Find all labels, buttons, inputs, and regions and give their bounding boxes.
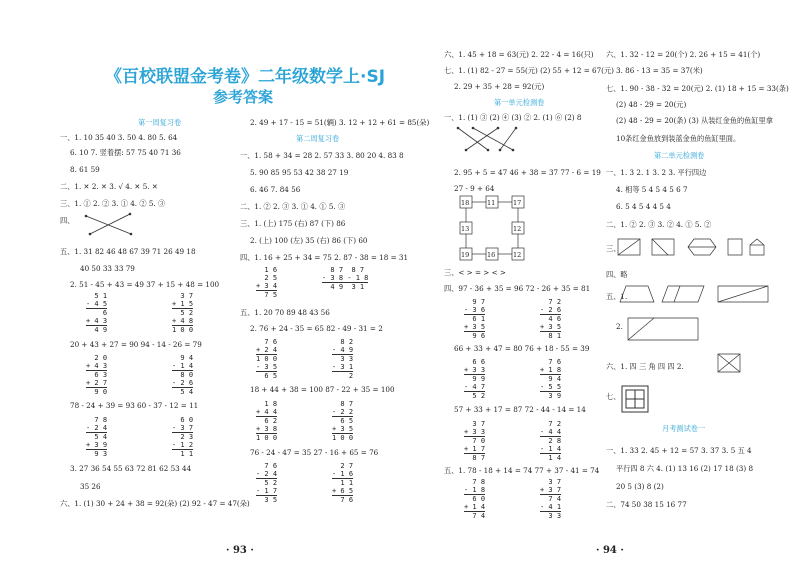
- answer-line: 四、1. 16 + 25 + 34 = 75 2. 87 - 38 = 18 = 31: [240, 253, 409, 262]
- answer-line: 6. 5 4 5 4 4 5 4: [616, 202, 671, 211]
- answer-line: 二、74 50 38 15 16 77: [606, 500, 687, 509]
- section-heading: 月考测试卷一: [662, 424, 706, 433]
- vertical-calculation: 7 6 + 2 4 1 0 0 - 3 5 6 5: [256, 338, 278, 380]
- answer-line: 4. 相等 5 4 5 4 5 6 7: [616, 185, 688, 194]
- vertical-calculation: 6 0 - 3 7 2 3 - 1 2 1 1: [172, 416, 194, 458]
- page-subtitle: 参考答案: [213, 88, 274, 106]
- answer-line: 六、1. 四 三 角 四 四 2.: [606, 362, 684, 371]
- grid-number: 12: [513, 251, 522, 259]
- answer-line: 20 5 (3) 8 (2): [616, 482, 664, 491]
- answer-line: 66 + 33 + 47 = 80 76 + 18 - 55 = 39: [454, 344, 590, 353]
- vertical-calculation: 7 8 - 1 8 6 0 + 1 4 7 4: [464, 478, 486, 520]
- matching-lines-figure: [86, 212, 146, 238]
- answer-line: 七、1. (1) 82 - 27 = 55(元) (2) 55 + 12 = 67(元): [444, 66, 614, 75]
- vertical-calculation: 7 2 - 4 4 2 8 - 1 4 1 4: [540, 420, 562, 462]
- vertical-calculation: 3 7 + 1 5 5 2 + 4 8 1 0 0: [172, 292, 194, 334]
- section-heading: 第二单元检测卷: [654, 151, 705, 160]
- answer-line: 二、1. ✕ 2. ✕ 3. √ 4. ✕ 5. ✕: [60, 182, 158, 191]
- answer-line: 20 + 43 + 27 = 90 94 - 14 - 26 = 79: [70, 340, 202, 349]
- vertical-calculation: 7 6 + 1 8 9 4 - 5 5 3 9: [540, 358, 562, 400]
- answer-line: 四、: [60, 216, 75, 225]
- answer-line: 一、1. 3 2. 1 3. 2 3. 平行四边: [606, 168, 707, 177]
- answer-line: 6. 10 7. 竖着摆: 57 75 40 71 36: [70, 148, 181, 157]
- vertical-calculation: 8 7 - 2 2 6 5 + 3 5 1 0 0: [332, 400, 354, 442]
- vertical-calculation: 1 6 2 5 + 3 4 7 5: [256, 266, 278, 299]
- answer-line: 二、1. ② 2. ③ 3. ① 4. ① 5. ③: [240, 202, 346, 211]
- vertical-calculation: 2 7 - 1 6 1 1 + 6 5 7 6: [332, 462, 354, 504]
- answer-line: 40 50 33 33 79: [80, 264, 135, 273]
- answer-line: 2. 95 + 5 = 47 46 + 38 = 37 77 - 6 = 19: [454, 168, 601, 177]
- grid-number: 19: [461, 251, 470, 259]
- answer-line: 七、1. 90 - 38 - 32 = 20(元) 2. (1) 18 + 15 = 33(条): [606, 84, 789, 93]
- right-page: [400, 0, 800, 579]
- grid-number: 11: [487, 199, 496, 207]
- grid-number: 13: [461, 225, 470, 233]
- shape-figure: [622, 386, 652, 416]
- answer-line: 2. 49 + 17 - 15 = 51(辆) 3. 12 + 12 + 61 = 85(朵): [250, 118, 430, 127]
- vertical-calculation: 3 7 + 3 7 7 4 - 4 1 3 3: [540, 478, 562, 520]
- answer-line: 六、1. 45 + 18 = 63(元) 2. 22 - 4 = 16(只): [444, 50, 594, 59]
- answer-line: 一、1. 58 + 34 = 28 2. 57 33 3. 80 20 4. 83 8: [240, 151, 404, 160]
- answer-line: 10条红金鱼放到装蓝金鱼的鱼缸里面。: [616, 134, 741, 143]
- grid-number: 17: [513, 199, 522, 207]
- answer-line: 四、97 - 36 + 35 = 96 72 - 26 + 35 = 81: [444, 284, 591, 293]
- answer-line: 五、1.: [606, 292, 628, 301]
- answer-line: 五、1. 78 - 18 + 14 = 74 77 + 37 - 41 = 74: [444, 466, 600, 475]
- vertical-calculation: 5 1 - 4 5 6 + 4 3 4 9: [86, 292, 108, 334]
- answer-line: (2) 48 - 29 = 20(元): [616, 100, 687, 109]
- page-number: · 94 ·: [596, 545, 624, 556]
- page-title: 《百校联盟金考卷》二年级数学上·SJ: [105, 67, 386, 87]
- shape-figure: [718, 352, 748, 374]
- vertical-calculation: 2 0 + 4 3 6 3 + 2 7 9 0: [86, 354, 108, 396]
- answer-line: 2. (上) 100 (左) 35 (右) 86 (下) 60: [250, 236, 368, 245]
- answer-line: 一、1. (1) ③ (2) ④ (3) ② 2. (1) ⑥ (2) 8: [444, 113, 582, 122]
- answer-line: 5. 90 85 95 53 42 38 27 19: [250, 168, 349, 177]
- answer-line: 76 - 24 - 47 = 35 27 - 16 + 65 = 76: [250, 448, 379, 457]
- vertical-calculation: 9 7 - 3 6 6 1 + 3 5 9 6: [464, 298, 486, 340]
- answer-line: 平行四 8 六 4. (1) 13 16 (2) 17 18 (3) 8: [616, 464, 754, 473]
- answer-line: 3. 86 - 13 = 35 = 37(米): [616, 66, 703, 75]
- answer-line: 57 + 33 + 17 = 87 72 - 44 - 14 = 14: [454, 405, 586, 414]
- answer-line: 三、: [606, 244, 621, 253]
- vertical-calculation: 9 4 - 1 4 8 0 - 2 6 5 4: [172, 354, 194, 396]
- answer-line: 二、1. ② 2. ③ 3. ② 4. ① 5. ②: [606, 220, 712, 229]
- answer-line: 35 26: [80, 482, 101, 491]
- shape-figures: [618, 237, 768, 259]
- answer-line: 三、1. ① 2. ② 3. ① 4. ② 5. ③: [60, 199, 166, 208]
- vertical-calculation: 7 2 - 2 6 4 6 + 3 5 8 1: [540, 298, 562, 340]
- vertical-calculation: 8 7 8 7 - 3 8 - 1 8 4 9 3 1: [322, 266, 369, 291]
- answer-line: 五、1. 20 70 89 48 43 56: [240, 308, 330, 317]
- answer-line: 一、1. 10 35 40 3. 50 4. 80 5. 64: [60, 133, 178, 142]
- answer-line: 四、略: [606, 270, 628, 279]
- answer-line: 27 - 9 + 64: [454, 184, 495, 193]
- answer-line: 18 + 44 + 38 = 100 87 - 22 + 35 = 100: [250, 385, 395, 394]
- answer-line: 三、1. (上) 175 (右) 87 (下) 86: [240, 219, 346, 228]
- answer-line: 2.: [616, 322, 623, 331]
- vertical-calculation: 7 6 - 2 4 5 2 - 1 7 3 5: [256, 462, 278, 504]
- answer-line: 8. 61 59: [70, 165, 100, 174]
- answer-line: 六、1. 32 - 12 = 20(个) 2. 26 + 15 = 41(个): [606, 50, 761, 59]
- page-number: · 93 ·: [226, 545, 254, 556]
- shape-figure: [628, 314, 708, 342]
- vertical-calculation: 7 8 - 2 4 5 4 + 3 9 9 3: [86, 416, 108, 458]
- answer-line: 3. 27 36 54 55 63 72 81 62 53 44: [70, 464, 192, 473]
- answer-line: 六、1. (1) 30 + 24 + 38 = 92(朵) (2) 92 - 47 = 47(朵): [60, 499, 250, 508]
- answer-line: 78 - 24 + 39 = 93 60 - 37 - 12 = 11: [70, 401, 199, 410]
- answer-line: 七、: [606, 392, 621, 401]
- matching-lines-figure: [458, 124, 528, 154]
- section-heading: 第一周复习卷: [138, 118, 182, 127]
- grid-number: 18: [461, 199, 470, 207]
- answer-line: 6. 46 7. 84 56: [250, 185, 301, 194]
- vertical-calculation: 3 7 + 3 3 7 0 + 1 7 8 7: [464, 420, 486, 462]
- shape-figures: [620, 284, 770, 306]
- vertical-calculation: 8 2 - 4 9 3 3 - 3 1 2: [332, 338, 354, 380]
- vertical-calculation: 1 8 + 4 4 6 2 + 3 8 1 0 0: [256, 400, 278, 442]
- answer-line: 三、< > = > < >: [444, 268, 506, 277]
- section-heading: 第一单元检测卷: [494, 98, 545, 107]
- answer-line: 2. 51 - 45 + 43 = 49 37 + 15 + 48 = 100: [70, 280, 220, 289]
- answer-line: 2. 29 + 35 + 28 = 92(元): [454, 82, 545, 91]
- number-grid-figure: [460, 196, 530, 262]
- answer-line: 2. 76 + 24 - 35 = 65 82 - 49 - 31 = 2: [250, 324, 383, 333]
- section-heading: 第二周复习卷: [296, 134, 340, 143]
- answer-line: 一、1. 33 2. 45 + 12 = 57 3. 37 3. 5 五 4: [606, 446, 752, 455]
- answer-line: (2) 48 - 29 = 20(条) (3) 从装红金鱼的鱼缸里拿: [616, 116, 773, 125]
- grid-number: 12: [513, 225, 522, 233]
- answer-line: 五、1. 31 82 46 48 67 39 71 26 49 18: [60, 247, 196, 256]
- grid-number: 16: [487, 251, 496, 259]
- vertical-calculation: 6 6 + 3 3 9 9 - 4 7 5 2: [464, 358, 486, 400]
